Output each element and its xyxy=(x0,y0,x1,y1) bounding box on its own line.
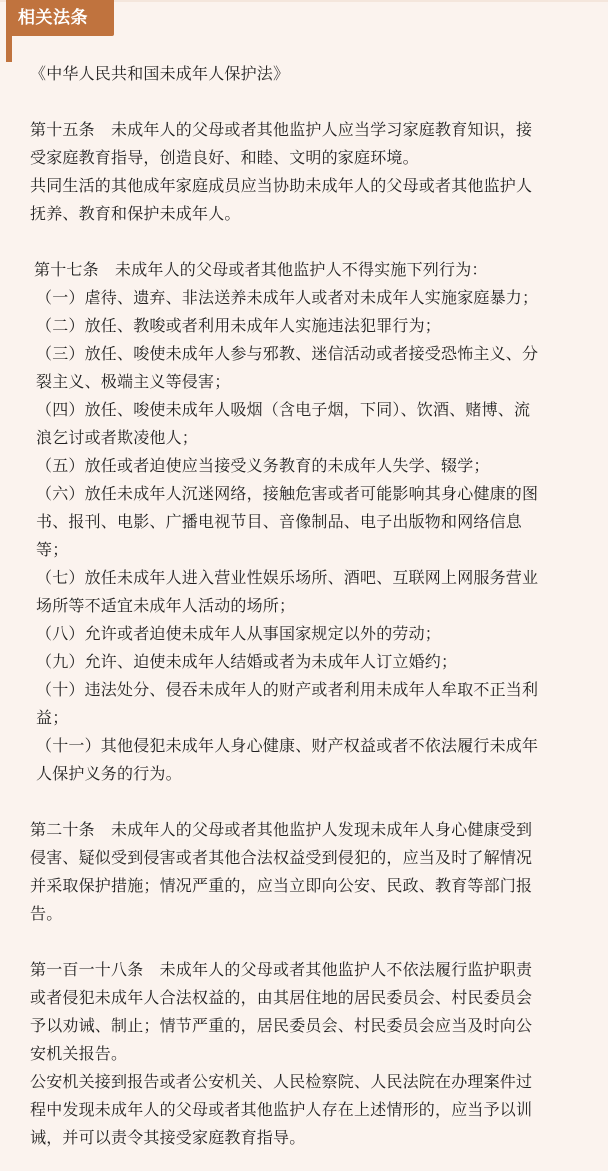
article-line: 等； xyxy=(36,540,69,559)
article-line: 裂主义、极端主义等侵害； xyxy=(36,372,231,391)
article-line: 第二十条 未成年人的父母或者其他监护人发现未成年人身心健康受到 xyxy=(30,820,533,839)
article-line: （十）违法处分、侵吞未成年人的财产或者利用未成年人牟取不正当利 xyxy=(36,680,539,699)
section-tag xyxy=(6,0,114,36)
paragraph-gap xyxy=(30,228,592,256)
article-line: （二）放任、教唆或者利用未成年人实施违法犯罪行为； xyxy=(36,316,442,335)
article-line: 第十五条 未成年人的父母或者其他监护人应当学习家庭教育知识，接 xyxy=(30,120,533,139)
article-line: （十一）其他侵犯未成年人身心健康、财产权益或者不依法履行未成年 xyxy=(36,736,539,755)
paragraph-gap xyxy=(30,788,592,816)
article-line: 并采取保护措施；情况严重的，应当立即向公安、民政、教育等部门报 xyxy=(30,876,533,895)
article-line: 抚养、教育和保护未成年人。 xyxy=(30,204,241,223)
article-block xyxy=(30,116,592,228)
article-list xyxy=(30,116,592,1152)
section-tag-stub xyxy=(6,36,12,62)
article-line: （六）放任未成年人沉迷网络，接触危害或者可能影响其身心健康的图 xyxy=(36,484,539,503)
article-line: 人保护义务的行为。 xyxy=(36,764,182,783)
article-block xyxy=(30,256,592,788)
article-line: 程中发现未成年人的父母或者其他监护人存在上述情形的，应当予以训 xyxy=(30,1100,533,1119)
article-line: 浪乞讨或者欺凌他人； xyxy=(36,428,199,447)
law-content xyxy=(30,60,592,1152)
article-line: 或者侵犯未成年人合法权益的，由其居住地的居民委员会、村民委员会 xyxy=(30,988,533,1007)
article-line: 诫，并可以责令其接受家庭教育指导。 xyxy=(30,1128,306,1147)
article-line: （一）虐待、遗弃、非法送养未成年人或者对未成年人实施家庭暴力； xyxy=(36,288,539,307)
article-line: 场所等不适宜未成年人活动的场所； xyxy=(36,596,296,615)
article-line: 第一百一十八条 未成年人的父母或者其他监护人不依法履行监护职责 xyxy=(30,960,533,979)
article-block xyxy=(30,956,592,1152)
article-line: （五）放任或者迫使应当接受义务教育的未成年人失学、辍学； xyxy=(36,456,490,475)
article-line: 受家庭教育指导，创造良好、和睦、文明的家庭环境。 xyxy=(30,148,419,167)
article-line: 共同生活的其他成年家庭成员应当协助未成年人的父母或者其他监护人 xyxy=(30,176,533,195)
article-line: 予以劝诫、制止；情节严重的，居民委员会、村民委员会应当及时向公 xyxy=(30,1016,533,1035)
law-title: 《中华人民共和国未成年人保护法》 xyxy=(30,64,290,83)
article-line: （三）放任、唆使未成年人参与邪教、迷信活动或者接受恐怖主义、分 xyxy=(36,344,539,363)
article-line: 第十七条 未成年人的父母或者其他监护人不得实施下列行为： xyxy=(34,260,488,279)
article-line: 公安机关接到报告或者公安机关、人民检察院、人民法院在办理案件过 xyxy=(30,1072,533,1091)
article-line: 安机关报告。 xyxy=(30,1044,128,1063)
article-line: （九）允许、迫使未成年人结婚或者为未成年人订立婚约； xyxy=(36,652,458,671)
article-line: （七）放任未成年人进入营业性娱乐场所、酒吧、互联网上网服务营业 xyxy=(36,568,539,587)
article-line: 侵害、疑似受到侵害或者其他合法权益受到侵犯的，应当及时了解情况 xyxy=(30,848,533,867)
article-block xyxy=(30,816,592,928)
article-line: （八）允许或者迫使未成年人从事国家规定以外的劳动； xyxy=(36,624,442,643)
article-line: 益； xyxy=(36,708,69,727)
paragraph-gap xyxy=(30,928,592,956)
section-tag-label: 相关法条 xyxy=(18,8,88,28)
article-line: （四）放任、唆使未成年人吸烟（含电子烟，下同）、饮酒、赌博、流 xyxy=(36,400,531,419)
article-line: 书、报刊、电影、广播电视节目、音像制品、电子出版物和网络信息 xyxy=(36,512,523,531)
article-line: 告。 xyxy=(30,904,63,923)
